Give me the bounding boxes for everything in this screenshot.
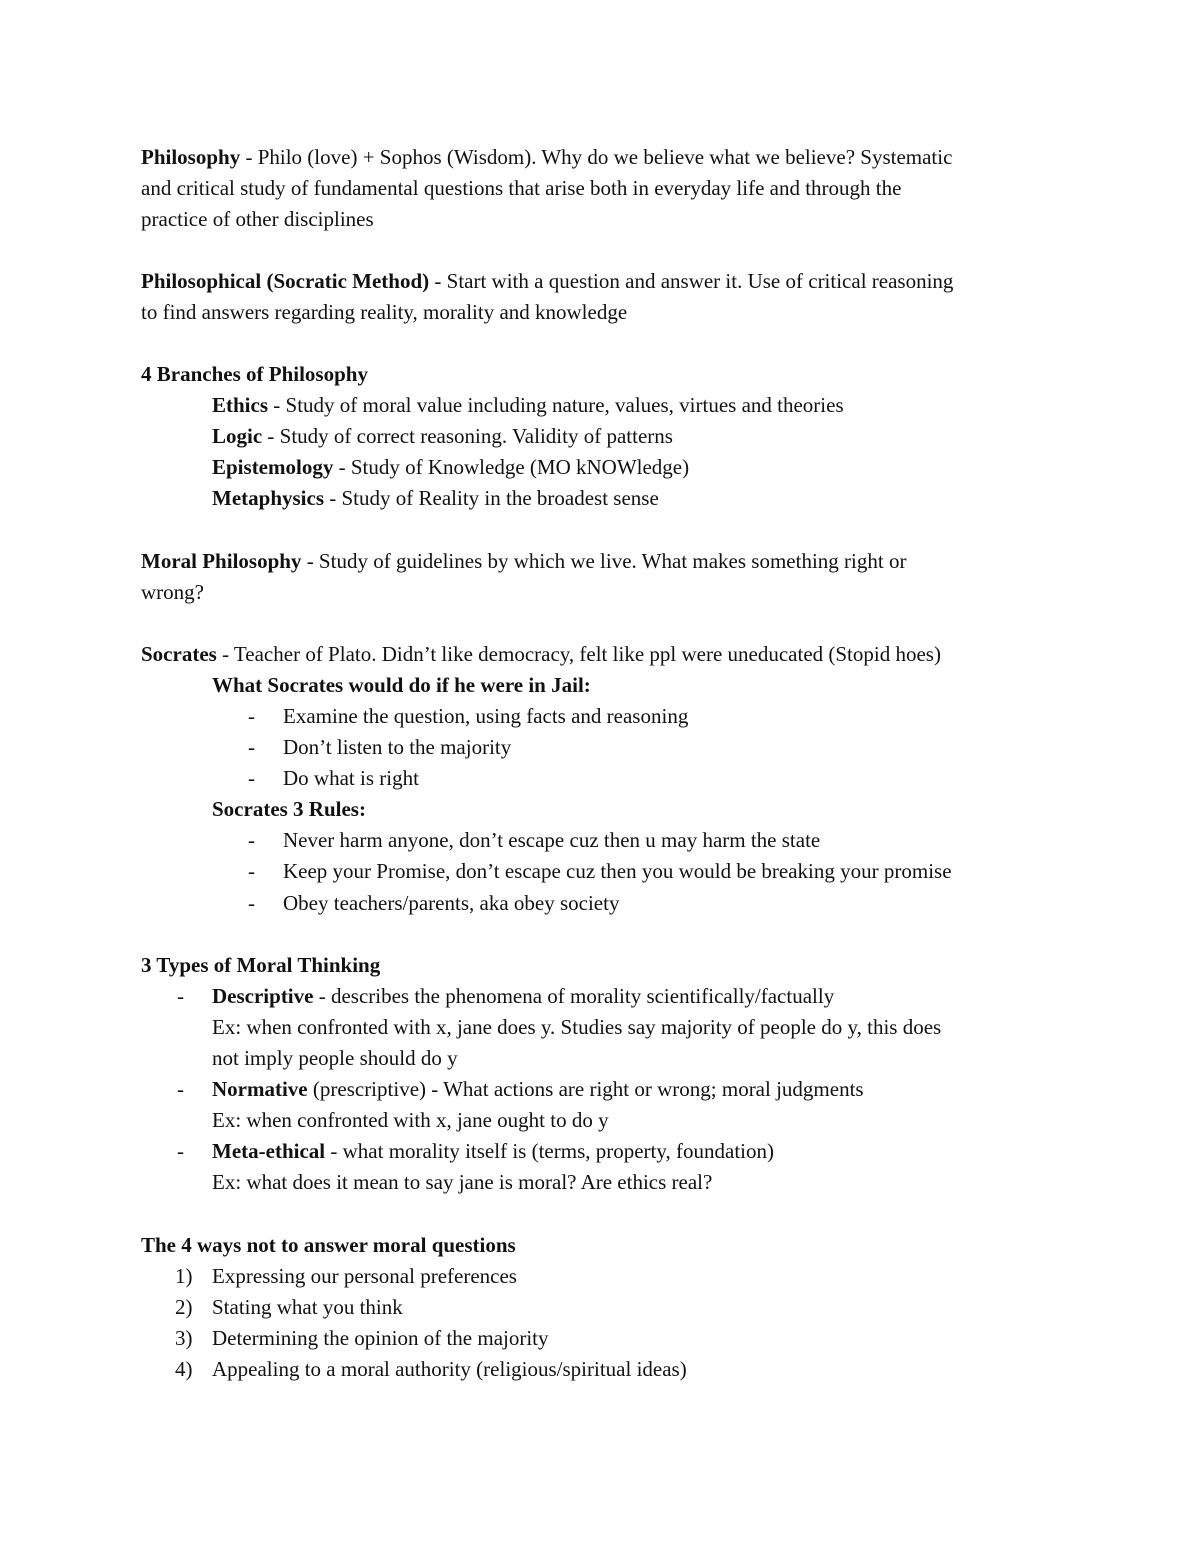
branch-text: - Study of moral value including nature, values, virtues and theories — [268, 393, 844, 417]
moral-thinking-term: Meta-ethical — [212, 1139, 326, 1163]
socratic-method-term: Philosophical (Socratic Method) — [141, 269, 430, 293]
moral-thinking-normative — [212, 1077, 864, 1101]
bullet-dash: - — [248, 766, 255, 790]
socratic-method-line-2: to find answers regarding reality, morality and knowledge — [141, 300, 628, 324]
moral-thinking-text: - describes the phenomena of morality scientifically/factually — [313, 984, 835, 1008]
branch-term: Epistemology — [212, 455, 334, 479]
rules-item: Obey teachers/parents, aka obey society — [283, 891, 620, 915]
list-number: 1) — [175, 1264, 193, 1288]
moral-thinking-example: Ex: when confronted with x, jane ought to do y — [212, 1108, 609, 1132]
branch-term: Logic — [212, 424, 263, 448]
ways-not-item: Determining the opinion of the majority — [212, 1326, 549, 1350]
bullet-dash: - — [248, 859, 255, 883]
branch-epistemology — [212, 455, 689, 479]
socrates-jail-heading: What Socrates would do if he were in Jail: — [212, 673, 591, 697]
branch-metaphysics — [212, 486, 659, 510]
jail-item: Do what is right — [283, 766, 419, 790]
socrates-term: Socrates — [141, 642, 217, 666]
branch-text: - Study of Reality in the broadest sense — [324, 486, 659, 510]
socratic-method-line-1 — [141, 269, 953, 293]
ways-not-item: Appealing to a moral authority (religious/spiritual ideas) — [212, 1357, 687, 1381]
bullet-dash: - — [248, 704, 255, 728]
bullet-dash: - — [177, 984, 184, 1008]
moral-thinking-example: Ex: when confronted with x, jane does y. Studies say majority of people do y, this does — [212, 1015, 942, 1039]
bullet-dash: - — [177, 1077, 184, 1101]
ways-not-heading: The 4 ways not to answer moral questions — [141, 1233, 516, 1257]
branch-term: Metaphysics — [212, 486, 324, 510]
bullet-dash: - — [248, 891, 255, 915]
branch-text: - Study of correct reasoning. Validity of patterns — [262, 424, 673, 448]
moral-thinking-text: - what morality itself is (terms, property, foundation) — [325, 1139, 774, 1163]
socrates-rules-heading: Socrates 3 Rules: — [212, 797, 366, 821]
list-number: 4) — [175, 1357, 193, 1381]
philosophy-line-1 — [141, 145, 952, 169]
ways-not-item: Stating what you think — [212, 1295, 403, 1319]
moral-thinking-text: (prescriptive) - What actions are right or wrong; moral judgments — [307, 1077, 864, 1101]
moral-philosophy-definition: - Study of guidelines by which we live. What makes something right or — [301, 549, 907, 573]
socrates-line — [141, 642, 941, 666]
bullet-dash: - — [248, 735, 255, 759]
moral-thinking-meta-ethical — [212, 1139, 774, 1163]
branch-text: - Study of Knowledge (MO kNOWledge) — [333, 455, 690, 479]
jail-item: Examine the question, using facts and reasoning — [283, 704, 689, 728]
socratic-method-definition: - Start with a question and answer it. Use of critical reasoning — [429, 269, 954, 293]
list-number: 2) — [175, 1295, 193, 1319]
moral-philosophy-line-2: wrong? — [141, 580, 204, 604]
moral-philosophy-term: Moral Philosophy — [141, 549, 302, 573]
moral-thinking-example: not imply people should do y — [212, 1046, 458, 1070]
philosophy-term: Philosophy — [141, 145, 241, 169]
philosophy-line-2: and critical study of fundamental questions that arise both in everyday life and through the — [141, 176, 902, 200]
philosophy-line-3: practice of other disciplines — [141, 207, 374, 231]
ways-not-item: Expressing our personal preferences — [212, 1264, 517, 1288]
bullet-dash: - — [177, 1139, 184, 1163]
philosophy-definition: - Philo (love) + Sophos (Wisdom). Why do we believe what we believe? Systematic — [240, 145, 953, 169]
branches-heading: 4 Branches of Philosophy — [141, 362, 368, 386]
branch-logic — [212, 424, 673, 448]
moral-thinking-term: Normative — [212, 1077, 308, 1101]
rules-item: Keep your Promise, don’t escape cuz then you would be breaking your promise — [283, 859, 952, 883]
moral-thinking-example: Ex: what does it mean to say jane is moral? Are ethics real? — [212, 1170, 713, 1194]
moral-thinking-heading: 3 Types of Moral Thinking — [141, 953, 381, 977]
moral-thinking-term: Descriptive — [212, 984, 314, 1008]
branch-term: Ethics — [212, 393, 269, 417]
list-number: 3) — [175, 1326, 193, 1350]
branch-ethics — [212, 393, 844, 417]
jail-item: Don’t listen to the majority — [283, 735, 512, 759]
moral-thinking-descriptive — [212, 984, 834, 1008]
rules-item: Never harm anyone, don’t escape cuz then u may harm the state — [283, 828, 821, 852]
moral-philosophy-line-1 — [141, 549, 906, 573]
bullet-dash: - — [248, 828, 255, 852]
socrates-definition: - Teacher of Plato. Didn’t like democracy, felt like ppl were uneducated (Stopid hoes) — [216, 642, 941, 666]
